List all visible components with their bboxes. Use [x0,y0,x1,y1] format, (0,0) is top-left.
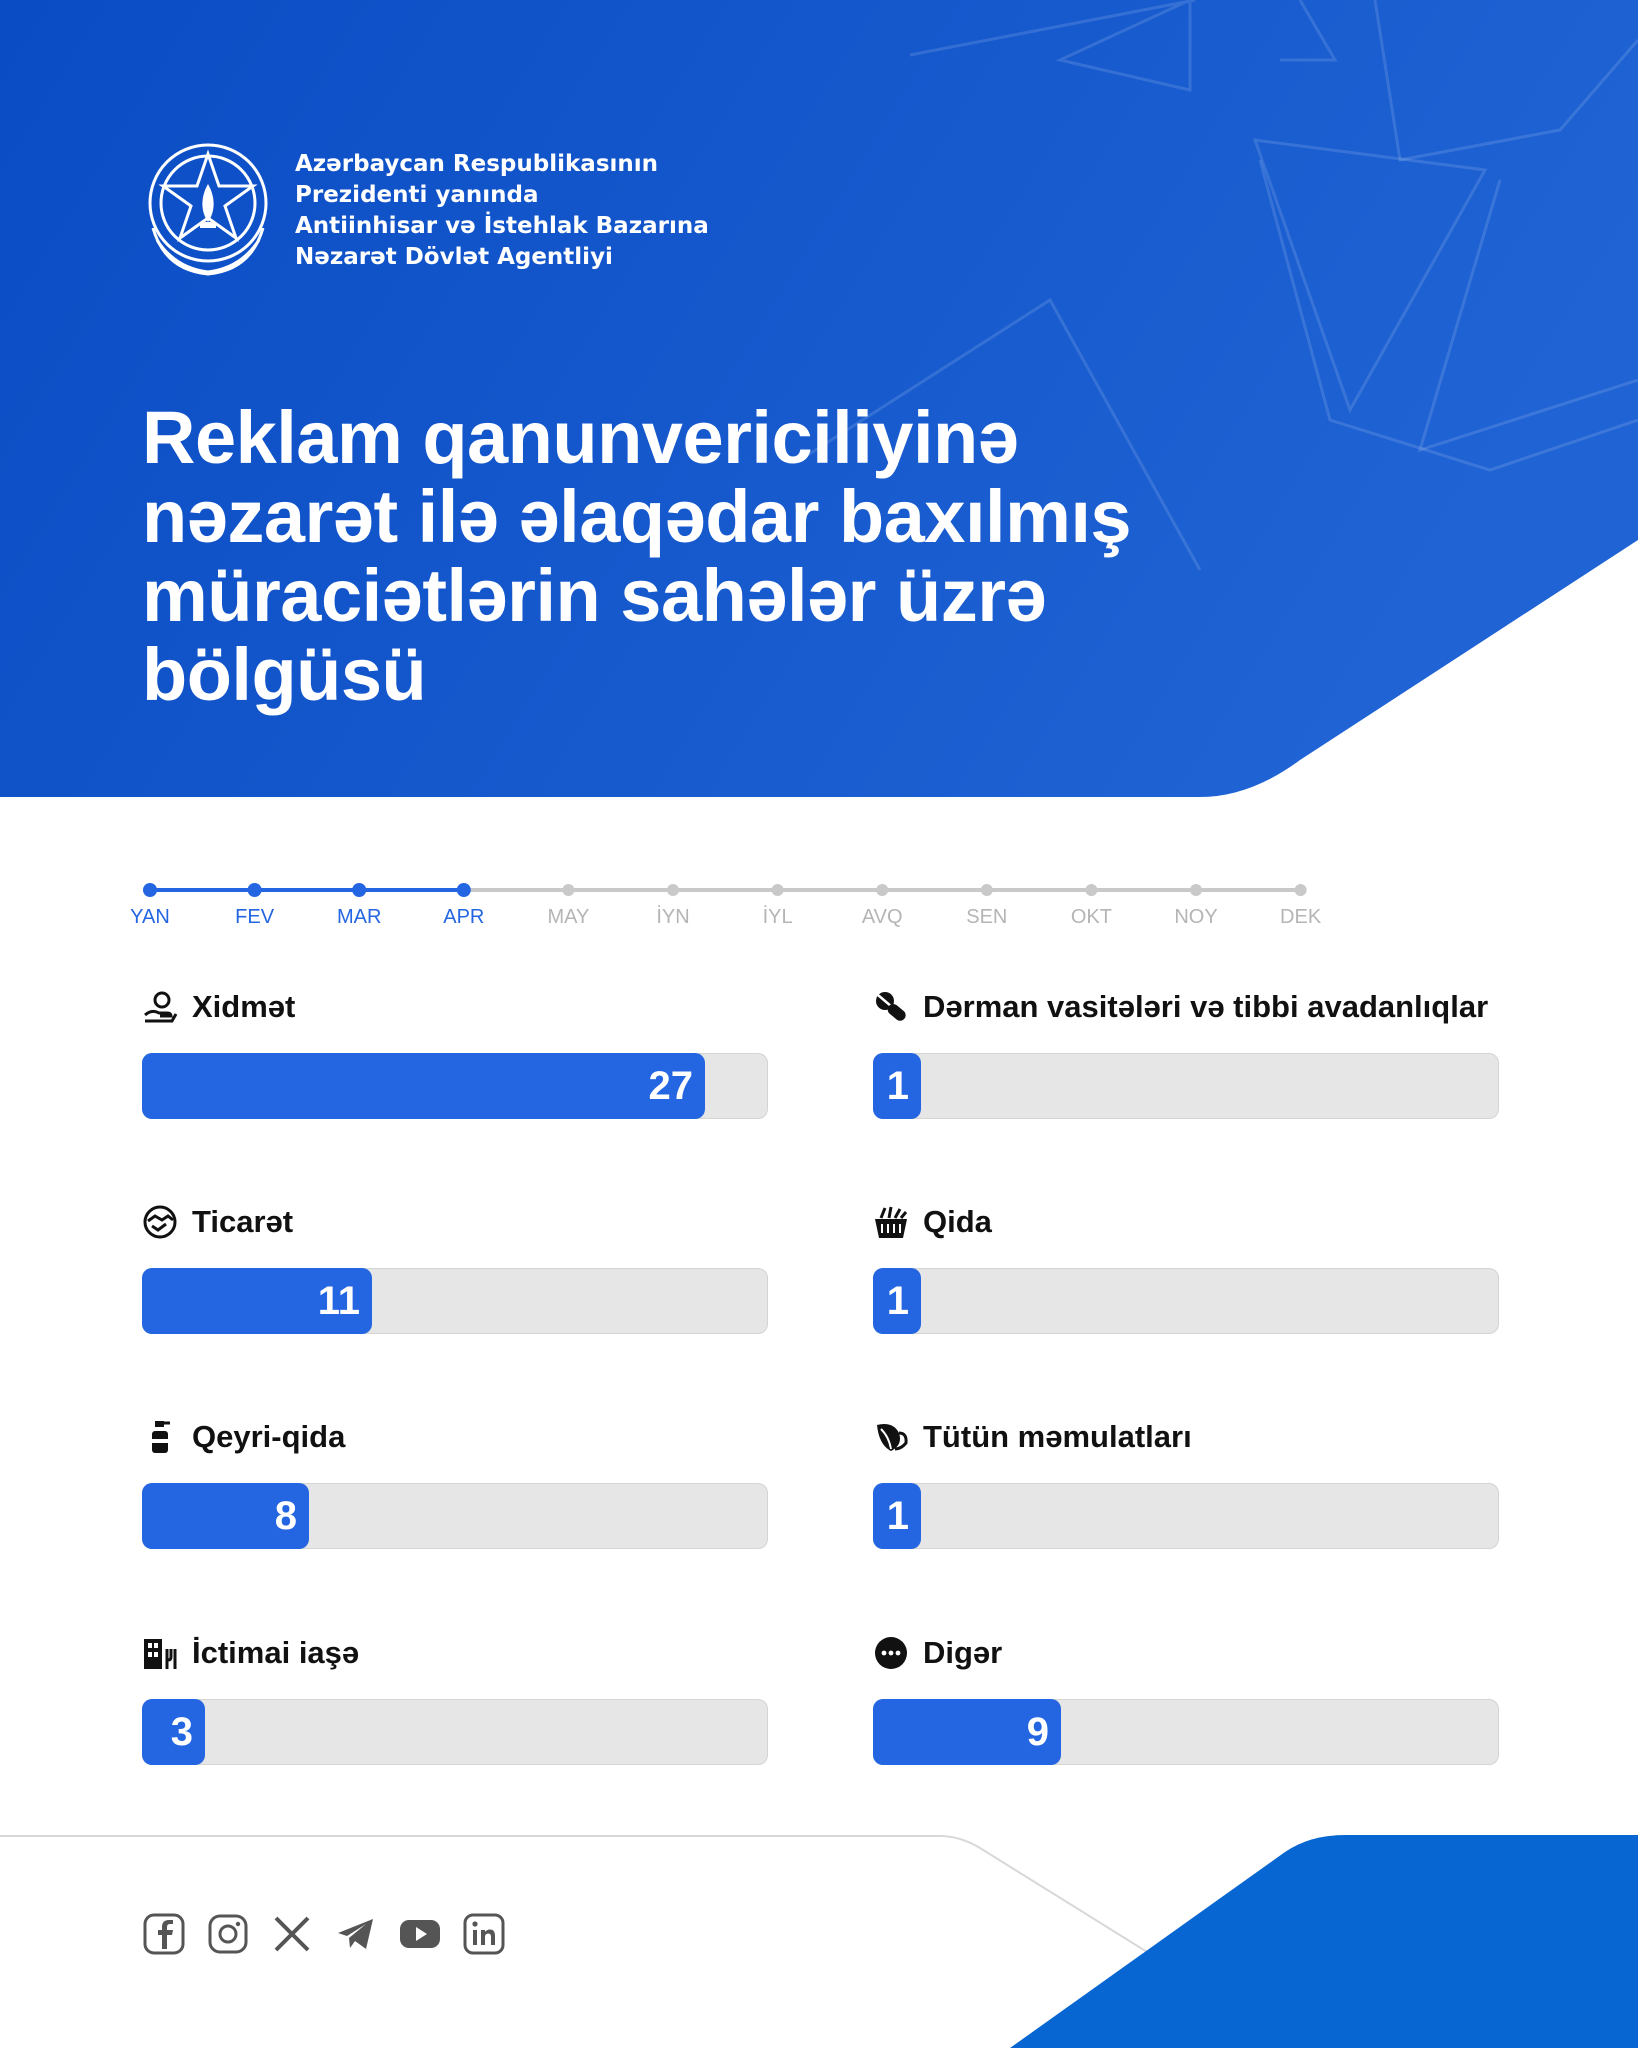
category-label: Qeyri-qida [192,1419,346,1454]
category-label: Digər [923,1635,1003,1670]
title-line: müraciətlərin sahələr üzrə [142,554,1047,637]
telegram-icon[interactable] [334,1912,378,1956]
category-item [873,1200,1503,1334]
bar-track [873,1483,1499,1549]
category-item [142,1200,772,1334]
instagram-icon[interactable] [206,1912,250,1956]
facebook-icon[interactable] [142,1912,186,1956]
title-line: nəzarət ilə əlaqədar baxılmış [142,475,1132,558]
timeline-month-label: APR [443,906,485,928]
timeline-dot [1295,884,1307,896]
trade-handshake-icon [142,1204,178,1240]
timeline-month-label: DEK [1280,906,1322,928]
timeline-month-label: YAN [130,906,170,928]
bar-track [873,1053,1499,1119]
category-item [142,1631,772,1765]
bar-track [873,1268,1499,1334]
timeline-dot [1085,884,1097,896]
social-links [142,1912,506,1956]
bar-fill [142,1268,372,1334]
organization-name [295,149,709,273]
restaurant-icon [142,1635,178,1671]
timeline-dot [772,884,784,896]
timeline-month-label: İYL [762,906,793,928]
bar-track [873,1699,1499,1765]
category-header [873,1415,1503,1459]
organization-line: Prezidenti yanında [295,182,539,208]
more-dots-icon [873,1635,909,1671]
bar-value-label: 1 [886,1279,909,1323]
category-header [142,1631,772,1675]
bar-fill [873,1699,1061,1765]
category-label: Xidmət [192,989,296,1024]
pills-icon [873,989,909,1025]
bar-value-label: 1 [886,1064,909,1108]
organization-line: Azərbaycan Respublikasının [295,151,659,177]
title-line: bölgüsü [142,633,427,716]
organization-block [145,140,709,282]
timeline-month-label: OKT [1070,906,1112,928]
food-basket-icon [873,1204,909,1240]
bar-fill [873,1053,921,1119]
bar-track [142,1053,768,1119]
bar-value-label: 9 [1026,1710,1049,1754]
timeline-dot [562,884,574,896]
linkedin-icon[interactable] [462,1912,506,1956]
bottle-icon [142,1419,178,1455]
category-item [873,1415,1503,1549]
bar-fill [873,1268,921,1334]
category-label: Dərman vasitələri və tibbi avadanlıqlar [923,989,1489,1024]
bar-fill [142,1053,705,1119]
bar-track [142,1483,768,1549]
timeline-dot [876,884,888,896]
category-header [873,1200,1503,1244]
organization-line: Antiinhisar və İstehlak Bazarına [295,213,709,239]
bar-value-label: 27 [648,1064,693,1108]
timeline-dot [457,883,471,897]
category-item [142,1415,772,1549]
bar-value-label: 8 [274,1494,297,1538]
bar-value-label: 1 [886,1494,909,1538]
organization-line: Nəzarət Dövlət Agentliyi [295,244,613,270]
timeline-month-label: AVQ [861,906,903,928]
category-label: Qida [923,1204,992,1239]
timeline-month-label: MAY [547,906,590,928]
category-header [873,1631,1503,1675]
category-item [142,985,772,1119]
timeline-dot [981,884,993,896]
bar-value-label: 11 [317,1279,360,1323]
x-icon[interactable] [270,1912,314,1956]
service-hand-icon [142,989,178,1025]
youtube-icon[interactable] [398,1912,442,1956]
bar-track [142,1699,768,1765]
timeline-month-label: NOY [1174,906,1218,928]
state-emblem-icon [145,140,271,282]
month-timeline [0,870,1638,930]
bar-fill [873,1483,921,1549]
category-header [142,1415,772,1459]
timeline-dot [352,883,366,897]
page-title [142,398,1242,714]
category-header [142,985,772,1029]
title-line: Reklam qanunvericiliyinə [142,396,1019,479]
tobacco-leaf-icon [873,1419,909,1455]
bar-fill [142,1483,309,1549]
timeline-month-label: SEN [966,906,1008,928]
bar-value-label: 3 [170,1710,193,1754]
timeline-month-label: MAR [336,906,382,928]
category-label: Tütün məmulatları [923,1419,1192,1454]
category-label: Ticarət [192,1204,294,1239]
timeline-dot [1190,884,1202,896]
category-item [873,1631,1503,1765]
timeline-month-label: FEV [235,906,275,928]
timeline-dot [143,883,157,897]
timeline-dot [667,884,679,896]
category-item [873,985,1503,1119]
bar-track [142,1268,768,1334]
category-header [873,985,1503,1029]
timeline-month-label: İYN [656,906,690,928]
category-header [142,1200,772,1244]
timeline-dot [248,883,262,897]
bar-fill [142,1699,205,1765]
category-label: İctimai iaşə [192,1635,360,1670]
